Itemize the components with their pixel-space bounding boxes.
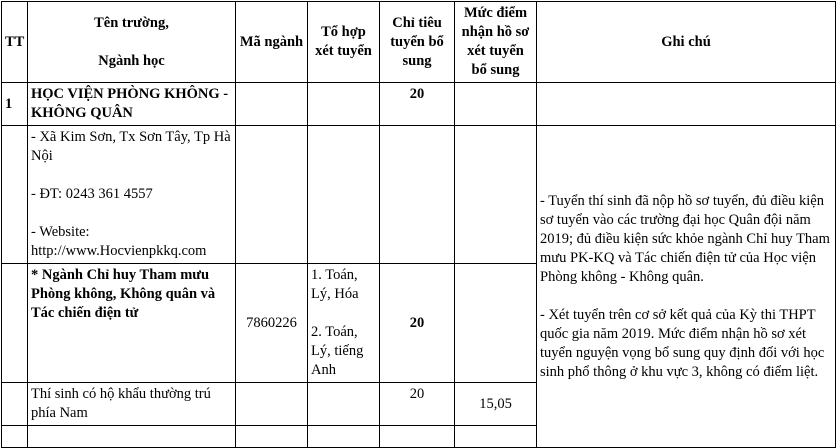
contact-row (2, 126, 836, 264)
combination-1: 1. Toán, Lý, Hóa (311, 267, 359, 302)
major-combinations (308, 264, 380, 383)
southern-combo-cell (308, 383, 380, 426)
school-phone: - ĐT: 0243 361 4557 (31, 186, 153, 202)
header-quota: Chỉ tiêu tuyển bổ sung (380, 2, 455, 83)
empty-cell (308, 426, 380, 448)
combination-2: 2. Toán, Lý, tiếng Anh (311, 324, 364, 378)
school-quota: 20 (380, 83, 455, 126)
major-index-cell (2, 264, 28, 383)
empty-cell (236, 426, 308, 448)
school-address: - Xã Kim Sơn, Tx Sơn Tây, Tp Hà Nội (31, 129, 231, 164)
school-notes-cell (537, 83, 836, 126)
header-major-label: Ngành học (98, 52, 165, 69)
southern-index-cell (2, 383, 28, 426)
contact-quota-cell (380, 126, 455, 264)
school-row (2, 83, 836, 126)
header-notes: Ghi chú (537, 2, 836, 83)
major-score-cell (455, 264, 537, 383)
major-code: 7860226 (236, 264, 308, 383)
empty-cell (28, 426, 236, 448)
major-quota: 20 (380, 264, 455, 383)
southern-label: Thí sinh có hộ khẩu thường trú phía Nam (28, 383, 236, 426)
school-combo-cell (308, 83, 380, 126)
header-tt: TT (2, 2, 28, 83)
contact-combo-cell (308, 126, 380, 264)
note-paragraph-1: - Tuyển thí sinh đã nộp hồ sơ tuyển, đủ điều kiện sơ tuyển vào các trường đại học Quân đội năm 2019; đủ điều kiện sức khỏe ngành Chỉ huy Tham mưu PK-KQ và Tác chiến điện tử của Học viện Phòng không - Không quân. (540, 192, 830, 285)
contact-info (28, 126, 236, 264)
empty-cell (455, 426, 537, 448)
school-score-cell (455, 83, 537, 126)
empty-cell (2, 426, 28, 448)
contact-code-cell (236, 126, 308, 264)
school-index: 1 (2, 83, 28, 126)
header-score: Mức điểm nhận hồ sơ xét tuyển bổ sung (455, 2, 537, 83)
school-name: HỌC VIỆN PHÒNG KHÔNG - KHÔNG QUÂN (28, 83, 236, 126)
admissions-table (1, 1, 836, 448)
header-school-label: Tên trường, (94, 14, 169, 31)
header-major-code: Mã ngành (236, 2, 308, 83)
notes-cell (537, 126, 836, 448)
empty-cell (380, 426, 455, 448)
header-combination: Tổ hợp xét tuyển (308, 2, 380, 83)
southern-quota: 20 (380, 383, 455, 426)
note-paragraph-2: - Xét tuyển trên cơ sở kết quả của Kỳ thi THPT quốc gia năm 2019. Mức điểm nhận hồ sơ xét tuyển nguyện vọng bổ sung quy định đối với học sinh phổ thông ở khu vực 3, không có điểm liệt. (540, 306, 825, 380)
header-row (2, 2, 836, 83)
southern-code-cell (236, 383, 308, 426)
southern-score: 15,05 (455, 383, 537, 426)
header-school-major (28, 2, 236, 83)
school-website[interactable]: - Website: http://www.Hocvienpkkq.com (31, 224, 207, 259)
contact-index-cell (2, 126, 28, 264)
contact-score-cell (455, 126, 537, 264)
major-name: * Ngành Chỉ huy Tham mưu Phòng không, Không quân và Tác chiến điện tử (28, 264, 236, 383)
school-code-cell (236, 83, 308, 126)
